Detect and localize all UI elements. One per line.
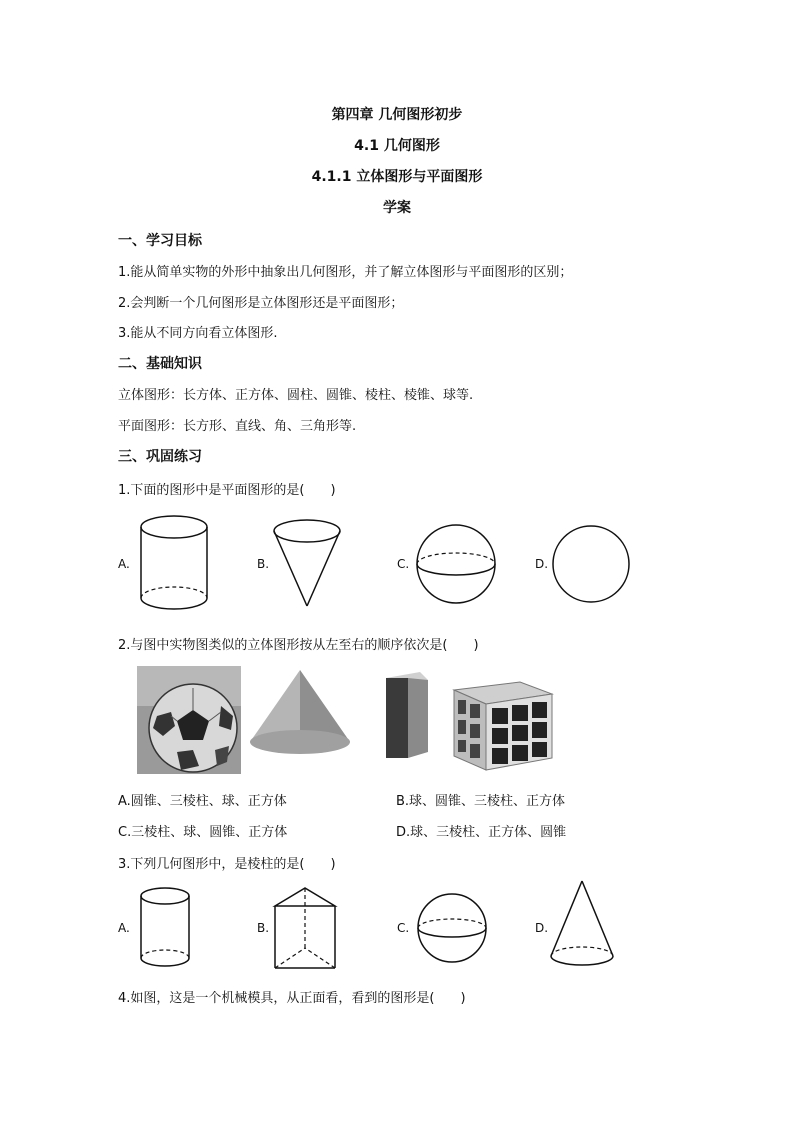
- q2-choice-b: B.球、圆锥、三棱柱、正方体: [396, 794, 566, 809]
- rubiks-cube-photo: [450, 672, 558, 772]
- q3-option-c-label: C.: [397, 921, 410, 935]
- q3-cone-figure: [546, 878, 624, 970]
- q3-sphere-figure: [414, 890, 494, 970]
- section-title: 4.1 几何图形: [354, 138, 440, 154]
- q1-option-a-label: A.: [118, 557, 130, 571]
- question-4-stem: 4.如图，这是一个机械模具，从正面看，看到的图形是( ): [118, 991, 466, 1006]
- goal-item: 3.能从不同方向看立体图形.: [118, 326, 278, 341]
- chapter-title: 第四章 几何图形初步: [331, 107, 463, 123]
- q1-option-d-label: D.: [535, 557, 549, 571]
- question-1-stem: 1.下面的图形中是平面图形的是( ): [118, 483, 336, 498]
- q1-option-b-label: B.: [257, 557, 270, 571]
- q3-triangular-prism-figure: [272, 884, 352, 974]
- knowledge-item: 立体图形：长方体、正方体、圆柱、圆锥、棱柱、棱锥、球等.: [118, 388, 474, 403]
- q1-cylinder-figure: [136, 512, 216, 614]
- question-2-stem: 2.与图中实物图类似的立体图形按从左至右的顺序依次是( ): [118, 638, 479, 653]
- soccer-ball-photo: [137, 666, 241, 774]
- q2-choice-a: A.圆锥、三棱柱、球、正方体: [118, 794, 287, 809]
- question-3-stem: 3.下列几何图形中，是棱柱的是( ): [118, 857, 336, 872]
- q2-choice-d: D.球、三棱柱、正方体、圆锥: [396, 825, 567, 840]
- knowledge-item: 平面图形：长方形、直线、角、三角形等.: [118, 419, 357, 434]
- q1-circle-figure: [550, 524, 634, 608]
- heading-basic-knowledge: 二、基础知识: [118, 356, 202, 372]
- doc-type-title: 学案: [383, 200, 411, 216]
- q2-choice-c: C.三棱柱、球、圆锥、正方体: [118, 825, 288, 840]
- q3-option-b-label: B.: [257, 921, 270, 935]
- heading-learning-goals: 一、学习目标: [118, 233, 202, 249]
- q3-cylinder-figure: [138, 884, 200, 974]
- cone-photo: [246, 668, 358, 758]
- subsection-title: 4.1.1 立体图形与平面图形: [311, 169, 483, 185]
- goal-item: 2.会判断一个几何图形是立体图形还是平面图形；: [118, 296, 404, 311]
- q3-option-d-label: D.: [535, 921, 549, 935]
- q1-option-c-label: C.: [397, 557, 410, 571]
- goal-item: 1.能从简单实物的外形中抽象出几何图形，并了解立体图形与平面图形的区别；: [118, 265, 573, 280]
- q3-option-a-label: A.: [118, 921, 130, 935]
- heading-practice: 三、巩固练习: [118, 449, 202, 465]
- q1-cone-figure: [270, 516, 350, 610]
- q1-sphere-figure: [414, 522, 500, 608]
- triangular-prism-photo: [380, 670, 436, 762]
